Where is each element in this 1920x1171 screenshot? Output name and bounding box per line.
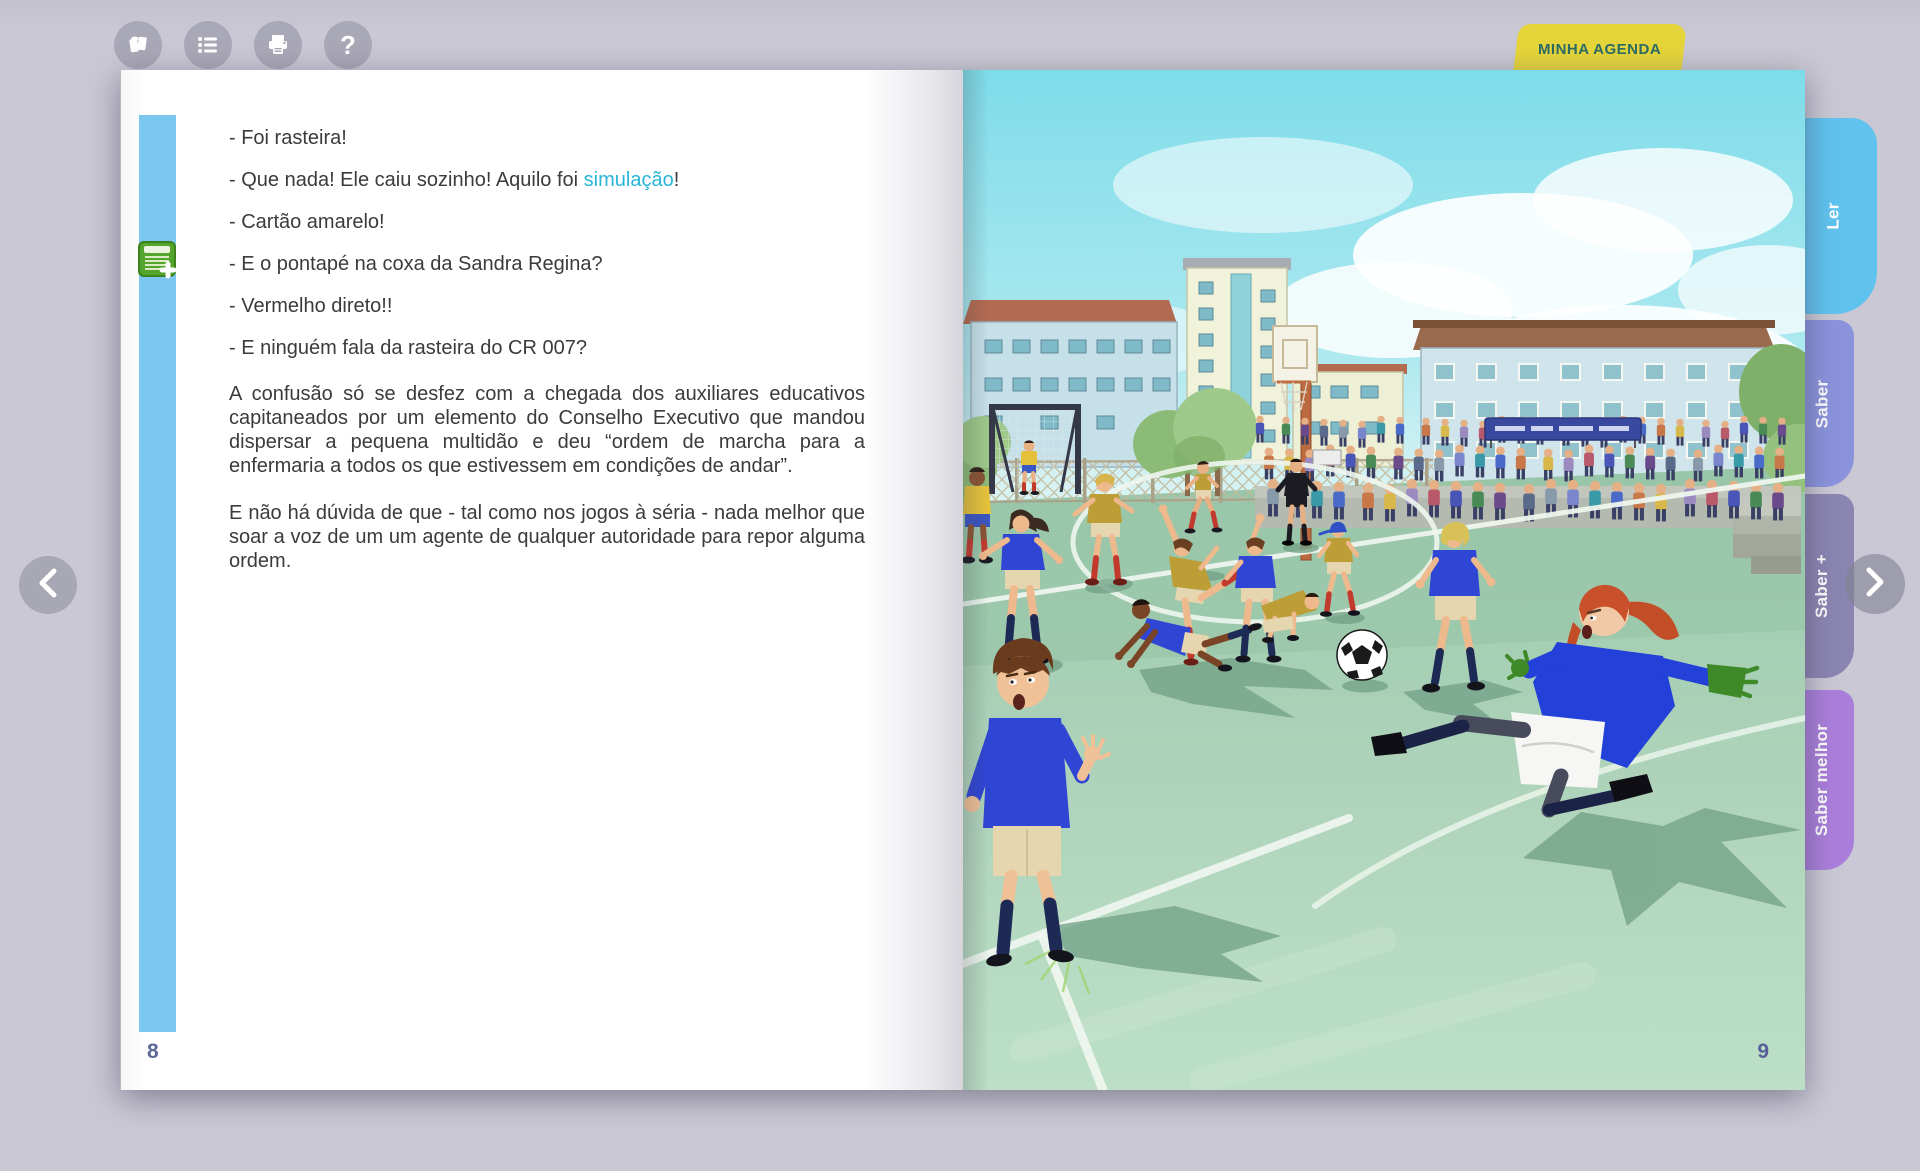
page-right bbox=[963, 70, 1805, 1090]
football bbox=[1337, 630, 1387, 680]
dialogue-line: - E o pontapé na coxa da Sandra Regina? bbox=[229, 253, 603, 275]
dialogue-line: - Vermelho direto!! bbox=[229, 295, 393, 317]
help-button[interactable] bbox=[324, 21, 372, 69]
tab-ler-label: Ler bbox=[1823, 202, 1843, 230]
highlighted-word[interactable]: simulação bbox=[583, 169, 674, 191]
page-number-left: 8 bbox=[147, 1040, 159, 1063]
dialogue-line: - Foi rasteira! bbox=[229, 127, 347, 149]
page-number-right: 9 bbox=[1757, 1040, 1769, 1063]
chevron-left-icon bbox=[35, 567, 61, 604]
previous-page-button[interactable] bbox=[19, 556, 77, 614]
chevron-right-icon bbox=[1862, 566, 1888, 603]
books-icon bbox=[125, 32, 151, 58]
tab-saber-label: Saber bbox=[1812, 379, 1831, 428]
tab-saber-mais-label: Saber + bbox=[1812, 554, 1831, 618]
minha-agenda-label: MINHA AGENDA bbox=[1538, 40, 1662, 58]
story-paragraph: A confusão só se desfez com a chegada dos auxiliares educativos capitaneados por um elemento do Conselho Executivo que mandou dispersar a pequena multidão e deu “ordem de marcha para a enfermaria a todos os que estivessem em condições de andar”. bbox=[229, 383, 865, 477]
tab-saber-melhor-label: Saber melhor bbox=[1812, 723, 1831, 837]
book-spread bbox=[120, 70, 1805, 1090]
story-paragraph: E não há dúvida de que - tal como nos jogos à séria - nada melhor que soar a voz de um um agente de qualquer autoridade para repor alguma ordem. bbox=[229, 502, 865, 572]
minha-agenda-tab[interactable] bbox=[1513, 24, 1687, 74]
toolbar bbox=[114, 21, 372, 69]
list-icon bbox=[195, 32, 221, 58]
page-left bbox=[120, 70, 963, 1090]
library-button[interactable] bbox=[114, 21, 162, 69]
next-page-button[interactable] bbox=[1845, 554, 1905, 614]
question-icon: ? bbox=[340, 30, 356, 60]
football-illustration bbox=[963, 70, 1805, 1090]
story-text bbox=[229, 128, 865, 573]
print-button[interactable] bbox=[254, 21, 302, 69]
index-button[interactable] bbox=[184, 21, 232, 69]
dialogue-line: - Que nada! Ele caiu sozinho! Aquilo foi simulação! bbox=[229, 169, 680, 191]
dialogue-line: - Cartão amarelo! bbox=[229, 211, 385, 233]
add-note-button[interactable] bbox=[136, 240, 178, 280]
printer-icon bbox=[265, 32, 291, 58]
dialogue-line: - E ninguém fala da rasteira do CR 007? bbox=[229, 337, 587, 359]
